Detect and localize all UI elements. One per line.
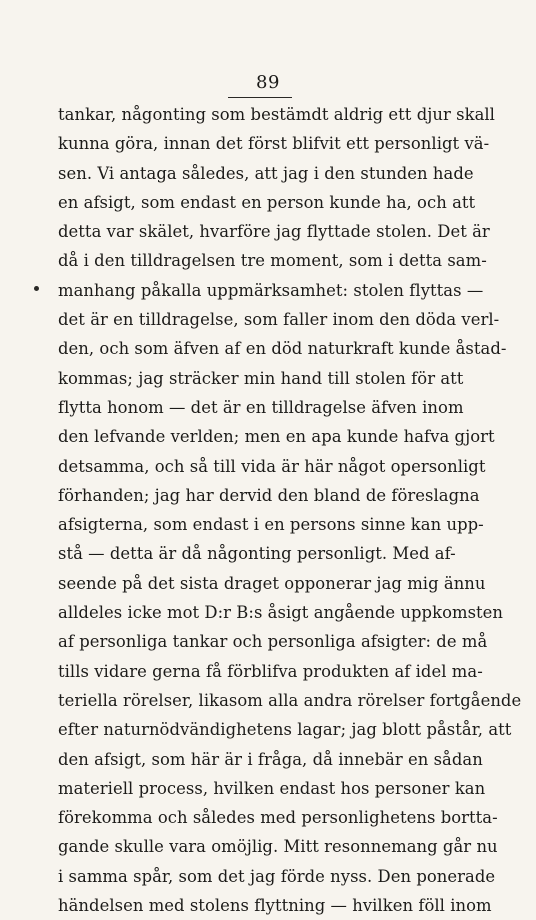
text-line: efter naturnödvändighetens lagar; jag blott påstår, att: [58, 720, 512, 740]
text-line: förhanden; jag har dervid den bland de föreslagna: [58, 485, 480, 505]
page-number: 89: [256, 72, 280, 93]
text-line: den, och som äfven af en död naturkraft kunde åstad-: [58, 339, 507, 359]
text-line: en afsigt, som endast en person kunde ha, och att: [58, 192, 476, 212]
text-line: det är en tilldragelse, som faller inom den döda verl-: [58, 310, 500, 330]
text-line: i samma spår, som det jag förde nyss. Den ponerade: [58, 866, 496, 886]
text-line: manhang påkalla uppmärksamhet: stolen flyttas —: [58, 280, 484, 300]
text-line: händelsen med stolens flyttning — hvilken föll inom: [58, 896, 492, 916]
text-line: afsigterna, som endast i en persons sinne kan upp-: [58, 515, 484, 535]
text-line: seende på det sista draget opponerar jag mig ännu: [58, 573, 486, 593]
text-line: flytta honom — det är en tilldragelse äfven inom: [58, 397, 464, 417]
body-text: [58, 100, 522, 920]
text-line: detta var skälet, hvarföre jag flyttade stolen. Det är: [58, 222, 490, 242]
text-line: af personliga tankar och personliga afsigter: de må: [58, 632, 488, 652]
text-line: förekomma och således med personlighetens bortta-: [58, 808, 498, 828]
text-line: detsamma, och så till vida är här något opersonligt: [58, 456, 486, 476]
text-line: då i den tilldragelsen tre moment, som i detta sam-: [58, 251, 487, 271]
text-line: materiell process, hvilken endast hos personer kan: [58, 778, 486, 798]
text-line: tankar, någonting som bestämdt aldrig ett djur skall: [58, 105, 495, 124]
margin-mark: [34, 286, 39, 291]
text-line: sen. Vi antaga således, att jag i den stunden hade: [58, 163, 474, 183]
text-line: den afsigt, som här är i fråga, då innebär en sådan: [58, 749, 483, 769]
text-line: den lefvande verlden; men en apa kunde hafva gjort: [58, 427, 495, 447]
text-line: gande skulle vara omöjlig. Mitt resonnemang går nu: [58, 837, 498, 857]
text-line: kunna göra, innan det först blifvit ett personligt vä-: [58, 134, 490, 154]
text-line: tills vidare gerna få förblifva produkten af idel ma-: [58, 661, 483, 681]
text-line: stå — detta är då någonting personligt. Med af-: [58, 544, 456, 564]
text-line: alldeles icke mot D:r B:s åsigt angående uppkomsten: [58, 603, 504, 623]
page-number-rule: [228, 97, 292, 98]
text-line: teriella rörelser, likasom alla andra rörelser fortgående: [58, 690, 522, 710]
text-line: kommas; jag sträcker min hand till stolen för att: [58, 368, 464, 388]
